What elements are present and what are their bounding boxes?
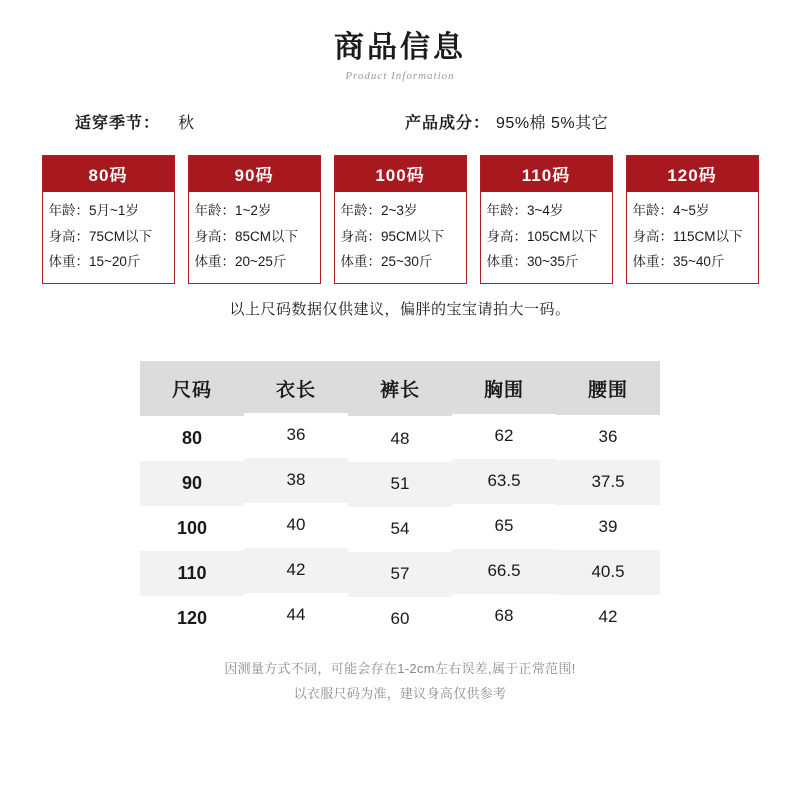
size-card-row-key: 身高： [486,228,527,244]
size-card-row-key: 体重： [632,254,673,270]
size-card-row-key: 年龄： [486,203,527,218]
cell-pants-length: 51 [348,462,452,507]
size-card-row-value: 75CM以下 [89,228,153,244]
size-card-row [49,249,168,275]
cell-top-length: 40 [244,503,348,548]
size-card-row-value: 15~20斤 [89,254,141,270]
size-card [188,155,321,284]
size-card-row-value: 4~5岁 [673,203,710,218]
cell-top-length: 42 [244,548,348,593]
size-card-title: 90码 [189,156,320,192]
size-card-row [195,198,314,224]
page-header [0,0,800,82]
size-card-row-key: 体重： [340,254,381,270]
size-card-row-key: 年龄： [632,203,673,218]
size-card-row-key: 体重： [486,254,527,270]
product-attributes [0,110,800,133]
attribute-season-value: 秋 [178,115,195,132]
attribute-material-label: 产品成分： [405,115,491,132]
size-card-body [189,192,320,283]
size-card-title: 80码 [43,156,174,192]
measurement-table [140,361,660,641]
cell-top-length: 38 [244,458,348,503]
page-title: 商品信息 [334,31,466,64]
size-card-title: 110码 [481,156,612,192]
size-card-title: 120码 [627,156,758,192]
table-header-pants-length: 裤长 [348,361,452,416]
size-card-row-key: 身高： [48,228,89,244]
cell-bust: 68 [452,594,556,639]
size-card [42,155,175,284]
page-subtitle: Product Information [345,70,455,82]
table-row [140,506,660,551]
table-row [140,461,660,506]
footer-note-line: 以衣服尺码为准，建议身高仅供参考 [293,685,507,701]
size-card-row-value: 5月~1岁 [89,203,139,218]
size-card-row-key: 身高： [194,228,235,244]
size-card-row [487,249,606,275]
cell-top-length: 44 [244,593,348,638]
attribute-material-value: 95%棉 5%其它 [496,115,609,132]
size-card-row-value: 35~40斤 [673,254,725,270]
footer-notes [140,657,660,706]
cell-pants-length: 54 [348,507,452,552]
cell-waist: 42 [556,595,660,640]
size-card-row [633,224,752,250]
size-card-row-value: 95CM以下 [381,228,445,244]
cell-size: 120 [140,596,244,641]
table-row [140,596,660,641]
size-card-row [487,224,606,250]
table-header-bust: 胸围 [452,361,556,416]
size-card-body [627,192,758,283]
attribute-season-label: 适穿季节： [75,115,161,132]
size-card-body [481,192,612,283]
size-card-row-key: 体重： [194,254,235,270]
table-row [140,416,660,461]
size-card-row-key: 年龄： [194,203,235,218]
size-card [480,155,613,284]
cell-size: 100 [140,506,244,551]
size-card-row-value: 85CM以下 [235,228,299,244]
cell-waist: 40.5 [556,550,660,595]
size-card-row [341,198,460,224]
size-card-row-value: 25~30斤 [381,254,433,270]
size-card-row [195,224,314,250]
cell-pants-length: 57 [348,552,452,597]
size-card-title: 100码 [335,156,466,192]
size-card-row-key: 年龄： [48,203,89,218]
size-card [626,155,759,284]
size-card-row-value: 3~4岁 [527,203,564,218]
size-card [334,155,467,284]
table-header-size: 尺码 [140,361,244,416]
size-card-row-value: 30~35斤 [527,254,579,270]
size-card-row [49,224,168,250]
cell-bust: 63.5 [452,459,556,504]
size-card-row-value: 2~3岁 [381,203,418,218]
cell-size: 80 [140,416,244,461]
table-header-row [140,361,660,416]
footer-note-line: 因测量方式不同，可能会存在1-2cm左右误差,属于正常范围! [224,660,576,676]
size-card-row [195,249,314,275]
size-card-list [0,155,800,284]
size-card-row [633,198,752,224]
size-card-row [487,198,606,224]
size-card-row [341,224,460,250]
size-card-body [43,192,174,283]
table-row [140,551,660,596]
size-card-row [49,198,168,224]
size-card-row-key: 身高： [340,228,381,244]
cell-size: 90 [140,461,244,506]
cell-bust: 66.5 [452,549,556,594]
size-card-body [335,192,466,283]
cell-pants-length: 48 [348,417,452,462]
size-card-row-key: 年龄： [340,203,381,218]
size-card-row [633,249,752,275]
attribute-season [65,110,405,133]
cell-bust: 62 [452,414,556,459]
size-card-row-value: 105CM以下 [527,228,598,244]
size-card-row-key: 体重： [48,254,89,270]
size-cards-note: 以上尺码数据仅供建议，偏胖的宝宝请拍大一码。 [229,300,571,318]
cell-top-length: 36 [244,413,348,458]
attribute-material [405,110,735,133]
size-card-row [341,249,460,275]
measurement-table-wrap [140,361,660,706]
cell-bust: 65 [452,504,556,549]
cell-size: 110 [140,551,244,596]
cell-waist: 37.5 [556,460,660,505]
size-card-row-value: 20~25斤 [235,254,287,270]
table-header-waist: 腰围 [556,361,660,416]
cell-waist: 39 [556,505,660,550]
cell-waist: 36 [556,415,660,460]
cell-pants-length: 60 [348,597,452,642]
size-card-row-key: 身高： [632,228,673,244]
size-card-row-value: 1~2岁 [235,203,272,218]
size-card-row-value: 115CM以下 [673,228,743,244]
table-header-top-length: 衣长 [244,361,348,416]
